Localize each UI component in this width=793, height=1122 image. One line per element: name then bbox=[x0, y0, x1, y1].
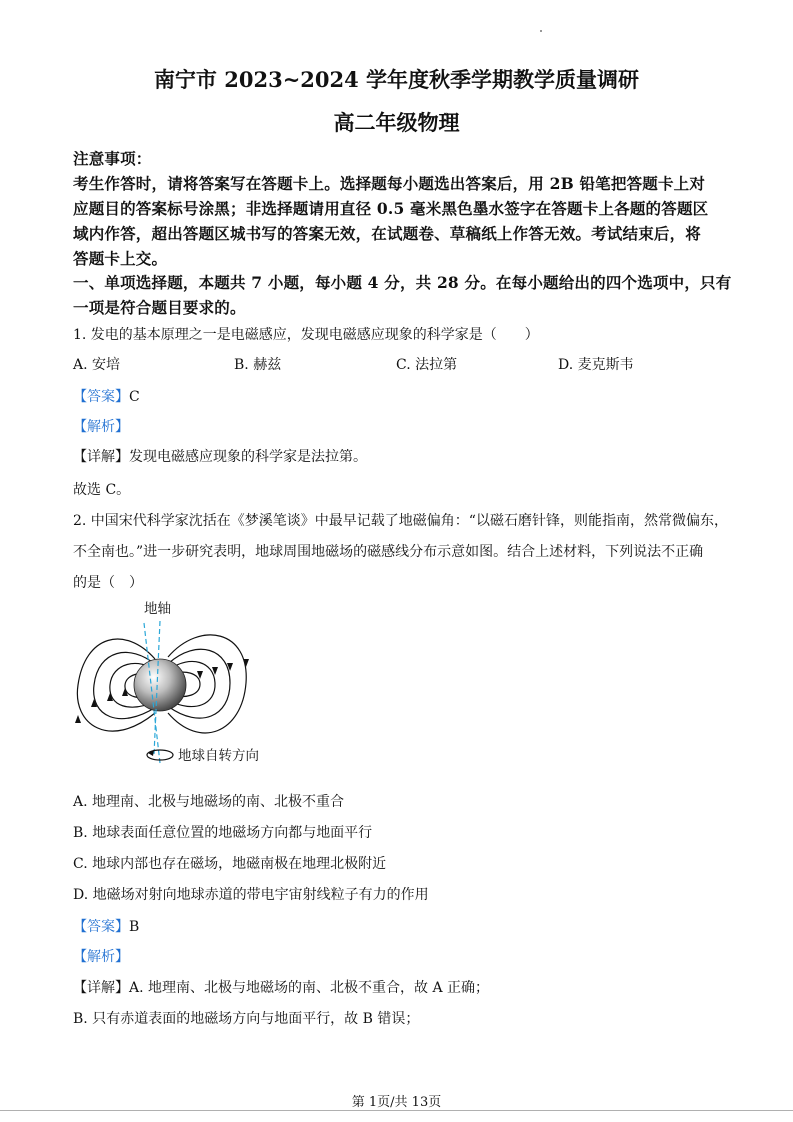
q2-option-a: A. 地理南、北极与地磁场的南、北极不重合 bbox=[73, 794, 345, 810]
page-title: 南宁市 2023~2024 学年度秋季学期教学质量调研 bbox=[153, 67, 640, 92]
q1-detail bbox=[73, 446, 367, 466]
q2-detail-b: B. 只有赤道表面的地磁场方向与地面平行，故 B 错误； bbox=[73, 1011, 420, 1027]
earth-globe bbox=[134, 659, 186, 711]
analysis-tag: 【解析】 bbox=[73, 419, 129, 435]
q2-analysis bbox=[73, 946, 129, 966]
q2-answer bbox=[73, 916, 139, 936]
notice-line: 域内作答，超出答题区城书写的答案无效，在试题卷、草稿纸上作答无效。考试结束后，将 bbox=[73, 224, 702, 243]
q2-detail bbox=[73, 977, 489, 997]
arrow-icon bbox=[243, 659, 249, 667]
answer-tag: 【答案】 bbox=[73, 919, 129, 935]
scan-dot bbox=[540, 30, 542, 32]
q2-option-d: D. 地磁场对射向地球赤道的带电宇宙射线粒子有力的作用 bbox=[73, 887, 429, 903]
answer-value: B bbox=[129, 919, 140, 935]
section-heading: 一、单项选择题，本题共 7 小题，每小题 4 分，共 28 分。在每小题给出的四个选项中，只有 bbox=[73, 273, 732, 292]
q1-option-c: C. 法拉第 bbox=[396, 357, 458, 373]
page-number: 第 1页/共 13页 bbox=[351, 1095, 442, 1110]
q1-answer bbox=[73, 386, 140, 406]
detail-text: 发现电磁感应现象的科学家是法拉第。 bbox=[129, 449, 367, 465]
q1-option-b: B. 赫兹 bbox=[234, 357, 282, 373]
q2-option-b: B. 地球表面任意位置的地磁场方向都与地面平行 bbox=[73, 825, 373, 841]
q1-option-d: D. 麦克斯韦 bbox=[558, 357, 634, 373]
rotation-label: 地球自转方向 bbox=[178, 748, 259, 764]
notice-heading: 注意事项： bbox=[73, 149, 152, 168]
geomagnetic-field-figure bbox=[60, 595, 290, 775]
q1-analysis bbox=[73, 416, 129, 436]
answer-tag: 【答案】 bbox=[73, 389, 129, 405]
arrow-icon bbox=[75, 715, 81, 723]
axis-label: 地轴 bbox=[144, 601, 171, 617]
answer-value: C bbox=[129, 389, 140, 405]
page-subtitle: 高二年级物理 bbox=[333, 110, 460, 135]
q1-conclusion: 故选 C。 bbox=[73, 482, 131, 498]
q2-option-c: C. 地球内部也存在磁场，地磁南极在地理北极附近 bbox=[73, 856, 387, 872]
detail-text: A. 地理南、北极与地磁场的南、北极不重合，故 A 正确； bbox=[129, 980, 490, 996]
section-heading: 一项是符合题目要求的。 bbox=[73, 298, 246, 317]
footer-rule bbox=[0, 1110, 793, 1111]
question-1-stem: 1. 发电的基本原理之一是电磁感应，发现电磁感应现象的科学家是（ ） bbox=[73, 327, 539, 343]
detail-tag: 【详解】 bbox=[73, 980, 129, 996]
detail-tag: 【详解】 bbox=[73, 449, 129, 465]
notice-line: 应题目的答案标号涂黑；非选择题请用直径 0.5 毫米黑色墨水签字在答题卡上各题的答题区 bbox=[73, 199, 709, 218]
analysis-tag: 【解析】 bbox=[73, 949, 129, 965]
question-2-stem: 2. 中国宋代科学家沈括在《梦溪笔谈》中最早记载了地磁偏角：“以磁石磨针锋，则能指南，然常微偏东， bbox=[73, 513, 728, 529]
q1-option-a: A. 安培 bbox=[73, 357, 121, 373]
notice-line: 答题卡上交。 bbox=[73, 249, 168, 268]
question-2-stem: 不全南也。”进一步研究表明，地球周围地磁场的磁感线分布示意如图。结合上述材料，下列说法不正确 bbox=[73, 544, 704, 560]
notice-line: 考生作答时，请将答案写在答题卡上。选择题每小题选出答案后，用 2B 铅笔把答题卡上对 bbox=[73, 174, 706, 193]
question-2-stem: 的是（ ） bbox=[73, 575, 143, 591]
